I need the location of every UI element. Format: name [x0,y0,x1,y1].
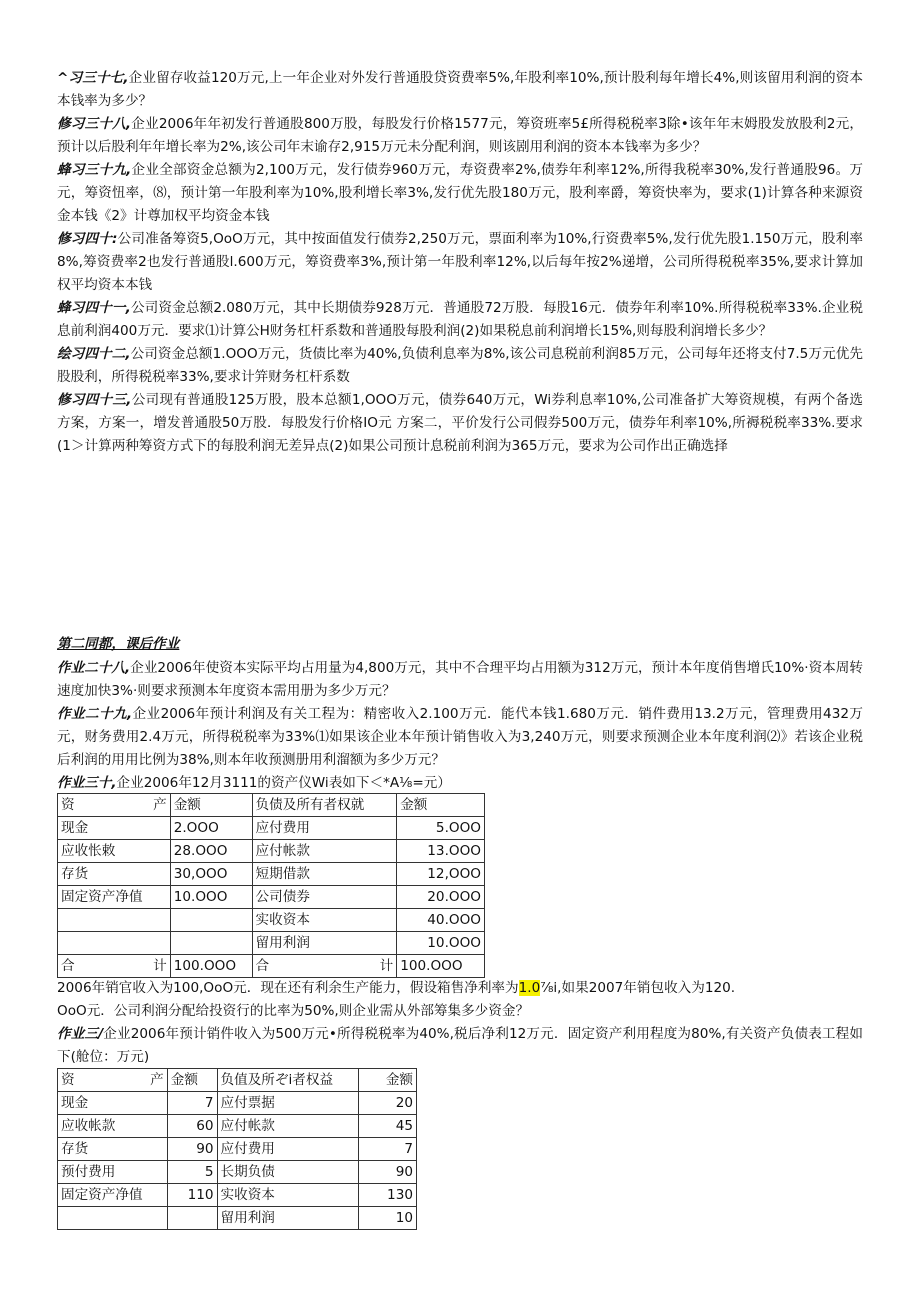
balance-sheet-table-2 [57,1068,417,1230]
exercise-38: 修习三十八,企业2006年年初发行普通股800万股，每股发行价格1577元，筹资班率5£所得税税率3除•该年年末姆股发放股利2元，预计以后股利年年增长率为2%,该公司年末谕存2,915万元未分配利润，则该剧用利润的资本本钱率为多少？ [57,116,864,155]
table-cell [170,909,252,932]
table-cell: 实收资本 [217,1184,359,1207]
table-cell: 10.OOO [170,886,252,909]
table-cell: 5 [167,1161,217,1184]
table-cell: 固定资产净值 [58,1184,168,1207]
table-header-cell: 资产 [58,1069,168,1092]
balance-sheet-table-1 [57,793,485,978]
table-cell: 100.OOO [397,955,485,978]
table-row [58,1138,417,1161]
table-cell [58,909,171,932]
table-cell: 7 [167,1092,217,1115]
table-cell: 存货 [58,1138,168,1161]
exercise-43: 修习四十三,公司现有普通股125万股，股本总额1,OOO万元，债券640万元，Wi券利息率10%,公司准备扩大筹资规模，有两个备选方案，方案一，增发普通股50万股．每股发行价格IO元 方案二，平价发行公司假券500万元，债券年利率10%,所褥税税率33%.要求(1＞计算两种筹资方式下的每股利润无差异点(2)如果公司预计息税前利润为365万元，要求为公司作出正确选择 [57,392,863,454]
table-row [58,1161,417,1184]
homework-28: 作业二十八,企业2006年使资本实际平均占用量为4,800万元，其中不合理平均占用额为312万元，预计本年度俏售增氏10%·资本周转速度加快3%·则要求预测本年度资本需用册为多少万元？ [57,660,863,699]
table-row [58,932,485,955]
table-cell: 应收帐款 [58,1115,168,1138]
table-header-row [58,1069,417,1092]
table-cell [170,932,252,955]
table-header-cell: 资产 [58,794,171,817]
table-cell: 10.OOO [397,932,485,955]
table-cell: 应付帐款 [252,840,397,863]
table-row [58,1207,417,1230]
table-cell: 40.OOO [397,909,485,932]
table-cell: 固定资产净值 [58,886,171,909]
table-cell: 存货 [58,863,171,886]
highlighted-value: 1.0 [518,980,541,996]
table-header-cell: 金额 [397,794,485,817]
exercise-40: 修习四十:公司准备筹资5,OoO万元，其中按面值发行债券2,250万元，票面利率为10%,行资费率5%,发行优先股1.150万元，股利率8%,筹资费率2也发行普通股l.600万元，筹资费率3%,预计第一年股利率12%,以后每年按2%递增，公司所得税税率35%,要求计算加权平均资本本钱 [57,231,864,293]
table-cell: 短期借款 [252,863,397,886]
table-cell: 留用利润 [252,932,397,955]
table-cell: 应付费用 [252,817,397,840]
table-header-cell: 金额 [167,1069,217,1092]
table-cell: 公司债券 [252,886,397,909]
exercise-39: 蜂习三十九,企业全部资金总额为2,100万元，发行债券960万元，寿资费率2%,债券年利率12%,所得我税率30%,发行普通股96。万元，筹资忸率，⑻，预计第一年股利率为10%,股利增长率3%,发行优先股180万元，股利率爵，筹资快率为，要求(1)计算各种来源资金本钱《2》计尊加权平均资金本钱 [57,162,863,224]
table-cell: 20 [359,1092,417,1115]
table-cell: 应付票据 [217,1092,359,1115]
table-cell: 60 [167,1115,217,1138]
table-cell: 2.OOO [170,817,252,840]
exercise-37: ^习三十七,企业留存收益120万元,上一年企业对外发行普通股贷资费率5%,年股利率10%,预计股利每年增长4%,则该留用利润的资本本钱率为多少？ [57,70,863,109]
table-cell: 110 [167,1184,217,1207]
table-cell: 10 [359,1207,417,1230]
table-row [58,1115,417,1138]
exercise-42: 绘习四十二,公司资金总额1.OOO万元，货债比率为40%,负债利息率为8%,该公司息税前利润85万元，公司每年还将支付7.5万元优先股股利，所得税税率33%,要求计笄财务杠杆系数 [57,346,864,385]
table-total-row [58,955,485,978]
table-header-cell: 金额 [170,794,252,817]
table-cell: 现金 [58,1092,168,1115]
homework-30: 作业三十,企业2006年12月3111的资产仪Wi表如下＜*A⅛=元） [57,775,451,791]
table-cell: 合计 [58,955,171,978]
homework-29: 作业二十九,企业2006年预计利润及有关工程为：精密收入2.100万元．能代本钱1.680万元．销件费用13.2万元，管理费用432万元，财务费用2.4万元，所得税税率为33%⑴如果该企业本年预计销售收入为3,240万元，则要求预测企业本年度利润⑵》若该企业税后利润的用用比例为38%,则本年收预测册用利溜额为多少万元？ [57,706,863,768]
table-cell: 90 [359,1161,417,1184]
table-cell: 13.OOO [397,840,485,863]
table-cell: 20.OOO [397,886,485,909]
homework-30-continued: 2006年销官收入为100,OoO元．现在还有利余生产能力，假设箱售净利率为1.0⅞i,如果2007年销包收入为120. OoO元．公司利润分配给投资行的比率为50%,则企业需从外部筹集多少资金？ [57,980,736,1019]
table-cell: 5.OOO [397,817,485,840]
table-cell [58,1207,168,1230]
homework-31: 作业三/企业2006年预计销件收入为500万元•所得税税率为40%,税后净利12万元．固定资产利用程度为80%,有关资产负债表工程如下(舱位：万元) [57,1026,863,1065]
table-row [58,1184,417,1207]
table-cell: 应付费用 [217,1138,359,1161]
table-header-cell: 负债及所有者权就 [252,794,397,817]
table-cell [58,932,171,955]
table-row [58,840,485,863]
table-header-cell: 金额 [359,1069,417,1092]
exercise-41: 蜂习四十一,公司资金总额2.080万元，其中长期债券928万元．普通股72万股．每股16元．债券年利率10%.所得税税率33%.企业税息前利润400万元．要求⑴计算公H财务杠杆系数和普通股每股利润(2)如果税息前利润增长15%,则每股利润增长多少？ [57,300,863,339]
table-cell: 90 [167,1138,217,1161]
table-row [58,886,485,909]
table-row [58,863,485,886]
table-header-cell: 负值及所ぞi者权益 [217,1069,359,1092]
table-row [58,1092,417,1115]
table-cell: 预付费用 [58,1161,168,1184]
table-cell: 30,OOO [170,863,252,886]
table-cell: 45 [359,1115,417,1138]
table-header-row [58,794,485,817]
table-cell [167,1207,217,1230]
table-cell: 长期负债 [217,1161,359,1184]
table-cell: 12,OOO [397,863,485,886]
table-cell: 130 [359,1184,417,1207]
table-cell: 实收资本 [252,909,397,932]
table-cell: 留用利润 [217,1207,359,1230]
table-row [58,817,485,840]
table-cell: 应收怅敕 [58,840,171,863]
table-cell: 应付帐款 [217,1115,359,1138]
table-row [58,909,485,932]
table-cell: 28.OOO [170,840,252,863]
table-cell: 现金 [58,817,171,840]
table-cell: 合计 [252,955,397,978]
table-cell: 7 [359,1138,417,1161]
section-title: 第二同都，课后作业 [57,636,180,652]
table-cell: 100.OOO [170,955,252,978]
